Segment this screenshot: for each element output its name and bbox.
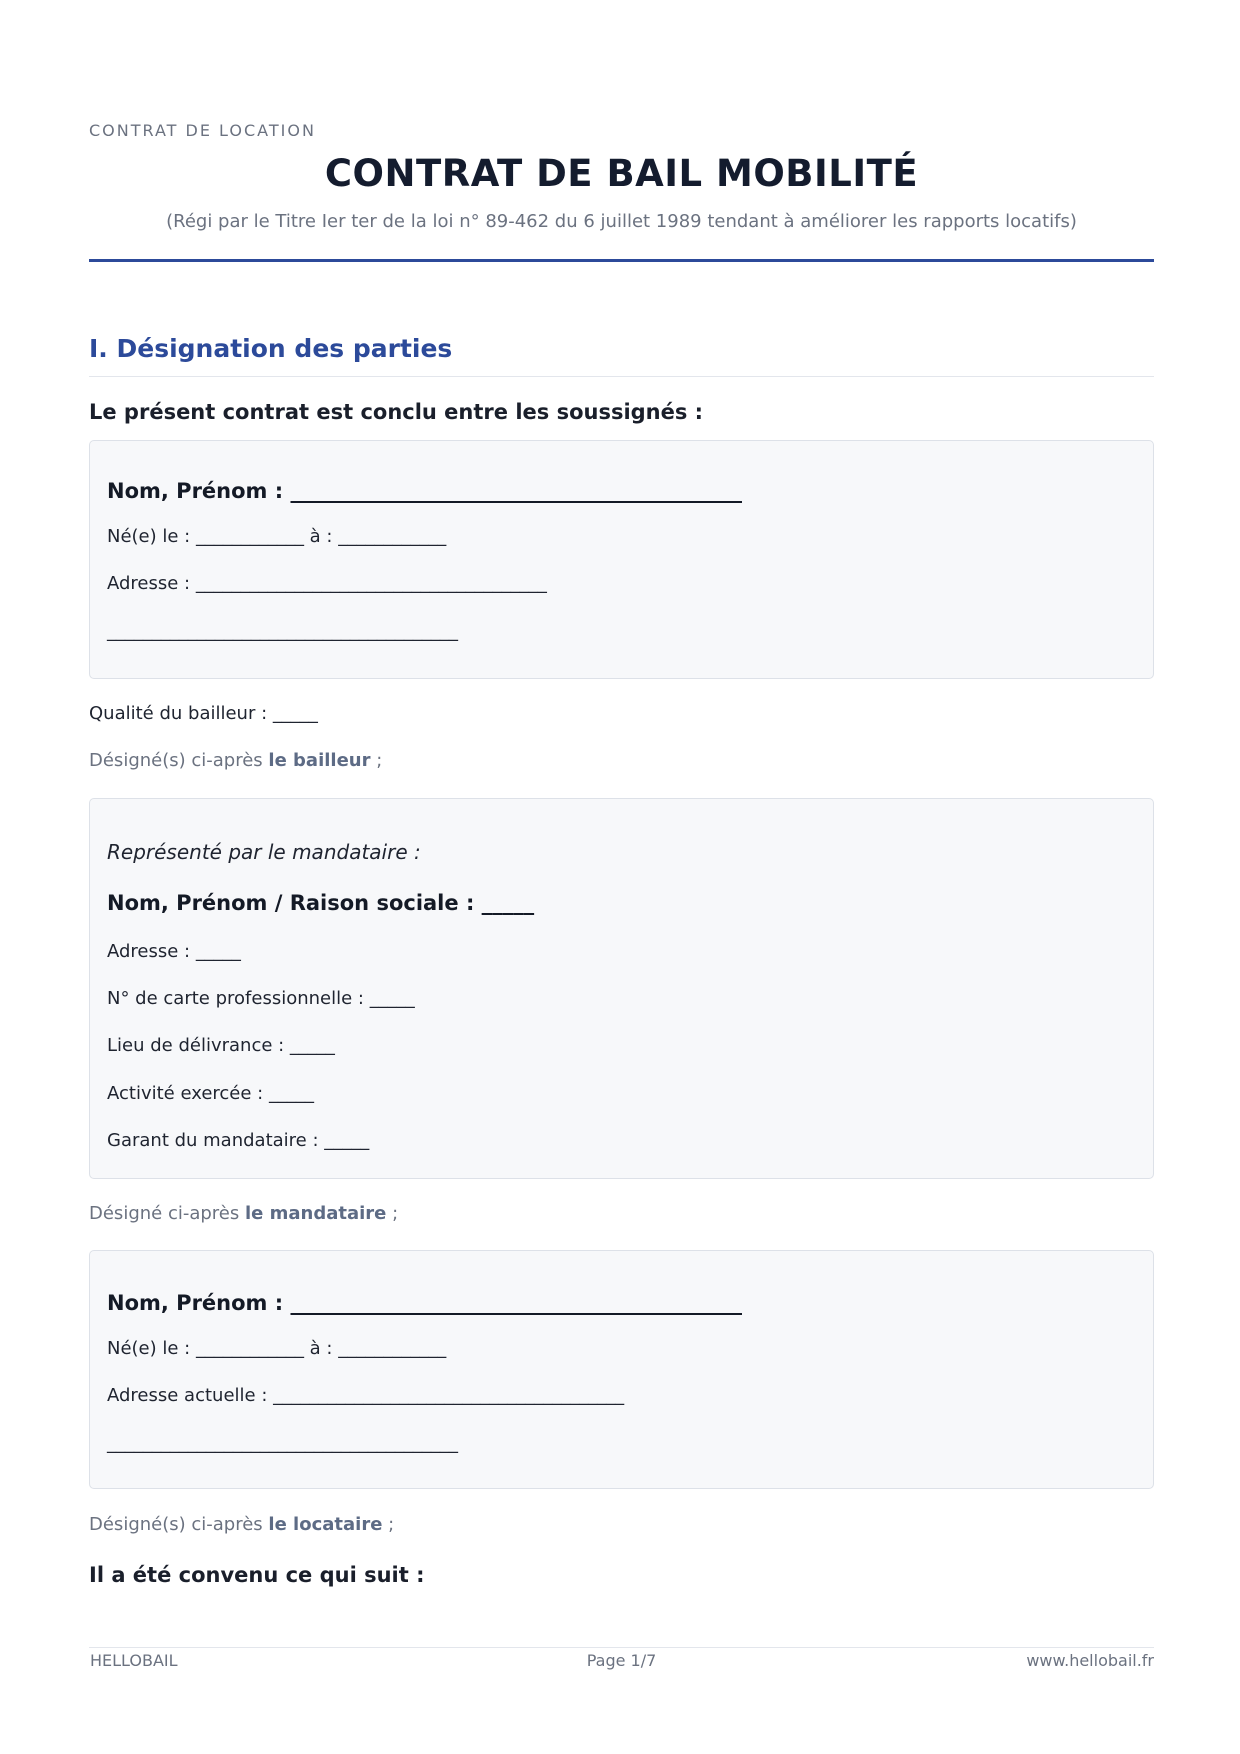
mandataire-place-field: Lieu de délivrance : _____	[107, 1035, 335, 1056]
locataire-address-line2: _______________________________________	[107, 1433, 458, 1454]
mandataire-box	[89, 798, 1154, 1179]
designation-prefix: Désigné(s) ci-après	[89, 750, 269, 771]
designation-term: le locataire	[268, 1514, 383, 1535]
document-page	[89, 0, 1154, 1754]
section-title-parties: I. Désignation des parties	[89, 334, 453, 363]
designation-term: le bailleur	[268, 750, 371, 771]
designation-suffix: ;	[386, 1203, 399, 1224]
bailleur-birth-field: Né(e) le : ____________ à : ____________	[107, 526, 447, 547]
locataire-address-field: Adresse actuelle : _______________________________________	[107, 1385, 625, 1406]
mandataire-designation	[89, 1203, 398, 1224]
footer-divider	[89, 1647, 1154, 1648]
section-divider	[89, 376, 1154, 377]
mandataire-address-field: Adresse : _____	[107, 941, 241, 962]
footer-brand: HELLOBAIL	[90, 1651, 178, 1670]
document-kicker: CONTRAT DE LOCATION	[89, 121, 316, 140]
bailleur-designation	[89, 750, 382, 771]
bailleur-box	[89, 440, 1154, 679]
mandataire-guarantor-field: Garant du mandataire : _____	[107, 1130, 370, 1151]
designation-prefix: Désigné ci-après	[89, 1203, 245, 1224]
bailleur-qualite-field: Qualité du bailleur : _____	[89, 703, 318, 724]
mandataire-represented-by: Représenté par le mandataire :	[107, 840, 421, 864]
header-divider	[89, 259, 1154, 262]
designation-suffix: ;	[370, 750, 383, 771]
locataire-birth-field: Né(e) le : ____________ à : ____________	[107, 1338, 447, 1359]
footer-website-link[interactable]: www.hellobail.fr	[1026, 1651, 1154, 1670]
parties-intro: Le présent contrat est conclu entre les soussignés :	[89, 400, 704, 424]
locataire-designation	[89, 1514, 394, 1535]
designation-term: le mandataire	[244, 1203, 387, 1224]
designation-suffix: ;	[382, 1514, 395, 1535]
mandataire-name-field: Nom, Prénom / Raison sociale : _____	[107, 891, 535, 915]
mandataire-card-field: N° de carte professionnelle : _____	[107, 988, 415, 1009]
locataire-name-field: Nom, Prénom : ___________________________________________	[107, 1291, 742, 1315]
footer-page-number: Page 1/7	[586, 1651, 657, 1670]
mandataire-activity-field: Activité exercée : _____	[107, 1083, 314, 1104]
agreement-intro: Il a été convenu ce qui suit :	[89, 1563, 425, 1587]
locataire-box	[89, 1250, 1154, 1489]
bailleur-address-line2: _______________________________________	[107, 621, 458, 642]
document-subtitle: (Régi par le Titre Ier ter de la loi n° 89-462 du 6 juillet 1989 tendant à améliorer les rapports locatifs)	[166, 211, 1077, 232]
bailleur-address-field: Adresse : _______________________________________	[107, 573, 547, 594]
bailleur-name-field: Nom, Prénom : ___________________________________________	[107, 479, 742, 503]
document-title: CONTRAT DE BAIL MOBILITÉ	[324, 152, 919, 195]
designation-prefix: Désigné(s) ci-après	[89, 1514, 269, 1535]
